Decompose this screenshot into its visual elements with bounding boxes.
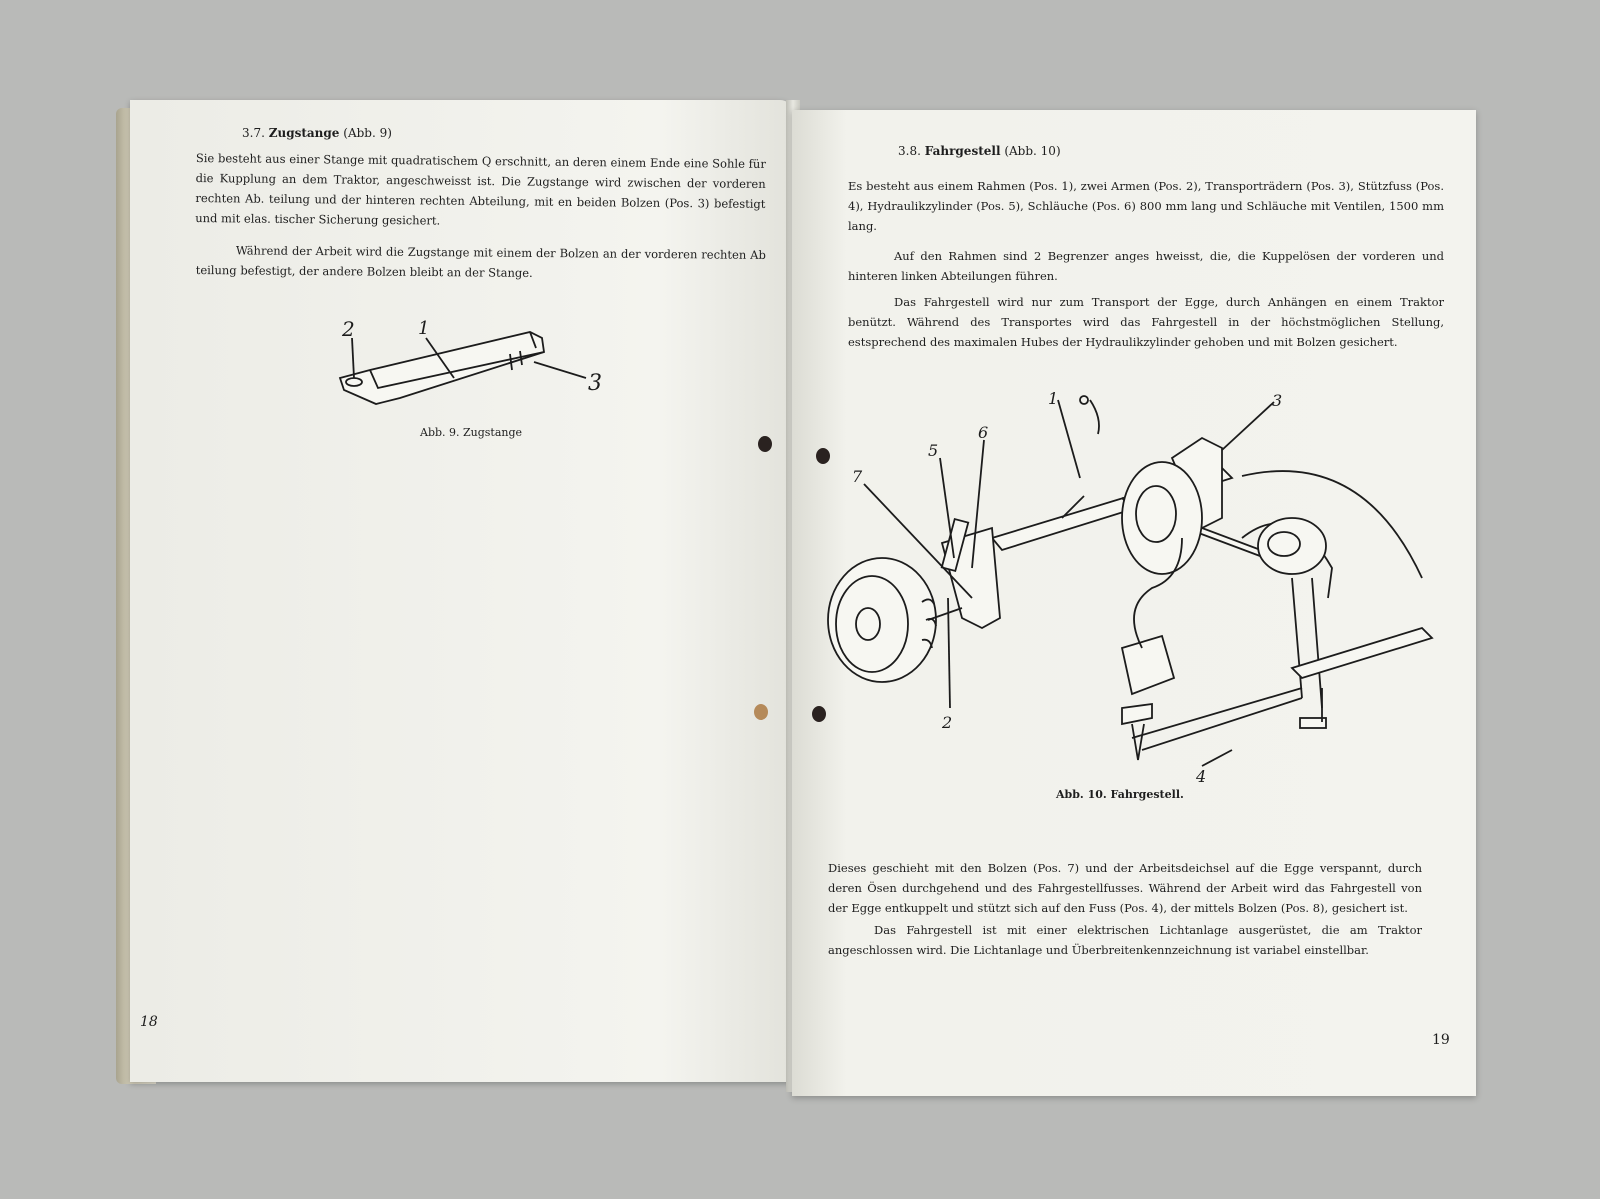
section-heading-3-7 — [242, 126, 392, 140]
page-number-right: 19 — [1432, 1032, 1450, 1048]
paragraph-4: Dieses geschieht mit den Bolzen (Pos. 7) und der Arbeitsdeichsel auf die Egge verspannt, durch deren Ösen durchgehend und des Fahrgestellfusses. Während der Arbeit wird das Fahrgestell von der Egge entkuppelt und stützt sich auf den Fuss (Pos. 4), der mittels Bolzen (Pos. 8), gesichert ist. — [828, 861, 1422, 915]
heading-ref: (Abb. 9) — [343, 126, 392, 140]
heading-title: Fahrgestell — [924, 144, 1001, 158]
paragraph-2: Auf den Rahmen sind 2 Begrenzer anges hweisst, die, die Kuppelösen der vorderen und hinteren linken Abteilungen führen. — [848, 249, 1444, 283]
paragraph-1: Sie besteht aus einer Stange mit quadratischem Q erschnitt, an deren einem Ende eine Sohle für die Kupplung an dem Traktor, angeschweisst ist. Die Zugstange wird zwischen der vorderen rechten Ab. teilung und der hinteren rechten Abteilung, mit en beiden Bolzen (Pos. 3) befestigt und mit elas. tischer Sicherung gesichert. — [195, 150, 766, 228]
heading-ref: (Abb. 10) — [1004, 144, 1061, 158]
binding-hole — [758, 436, 772, 452]
right-page — [792, 110, 1476, 1096]
paragraph-2: Während der Arbeit wird die Zugstange mit einem der Bolzen an der vorderen rechten Ab teilung befestigt, der andere Bolzen bleibt an der Stange. — [195, 243, 766, 280]
fig10-label-3: 3 — [1272, 391, 1283, 410]
heading-number: 3.8. — [898, 144, 921, 158]
fig9-label-3: 3 — [588, 371, 602, 396]
fig10-label-2: 2 — [942, 713, 953, 732]
undercarriage-figure — [822, 388, 1442, 788]
fig10-label-7: 7 — [852, 467, 863, 486]
figure-10-caption: Abb. 10. Fahrgestell. — [1056, 788, 1184, 801]
heading-number: 3.7. — [242, 126, 265, 140]
fig10-label-4: 4 — [1196, 767, 1207, 786]
heading-title: Zugstange — [268, 126, 340, 140]
paragraph-1: Es besteht aus einem Rahmen (Pos. 1), zwei Armen (Pos. 2), Transporträdern (Pos. 3), Stützfuss (Pos. 4), Hydraulikzylinder (Pos. 5), Schläuche (Pos. 6) 800 mm lang und Schläuche mit Ventilen, 1500 mm lang. — [848, 179, 1444, 233]
fig10-label-5: 5 — [928, 441, 939, 460]
fig9-label-2: 2 — [342, 317, 355, 341]
fig10-label-1: 1 — [1048, 389, 1059, 408]
paragraph-3: Das Fahrgestell wird nur zum Transport der Egge, durch Anhängen en einem Traktor benützt. Während des Transportes wird das Fahrgestell in der höchstmöglichen Stellung, estsprechend des maximalen Hubes der Hydraulikzylinder gehoben und mit Bolzen gesichert. — [848, 295, 1444, 349]
binding-hole — [754, 704, 768, 720]
left-page — [130, 100, 794, 1082]
paragraph-5: Das Fahrgestell ist mit einer elektrischen Lichtanlage ausgerüstet, die am Traktor angeschlossen wird. Die Lichtanlage und Überbreitenkennzeichnung ist variabel einstellbar. — [828, 923, 1422, 957]
drawbar-figure — [330, 318, 630, 428]
fig9-label-1: 1 — [418, 318, 430, 339]
page-number-left: 18 — [140, 1014, 158, 1030]
fig10-label-6: 6 — [978, 423, 989, 442]
figure-9-caption: Abb. 9. Zugstange — [420, 426, 523, 439]
section-heading-3-8 — [898, 144, 1061, 158]
